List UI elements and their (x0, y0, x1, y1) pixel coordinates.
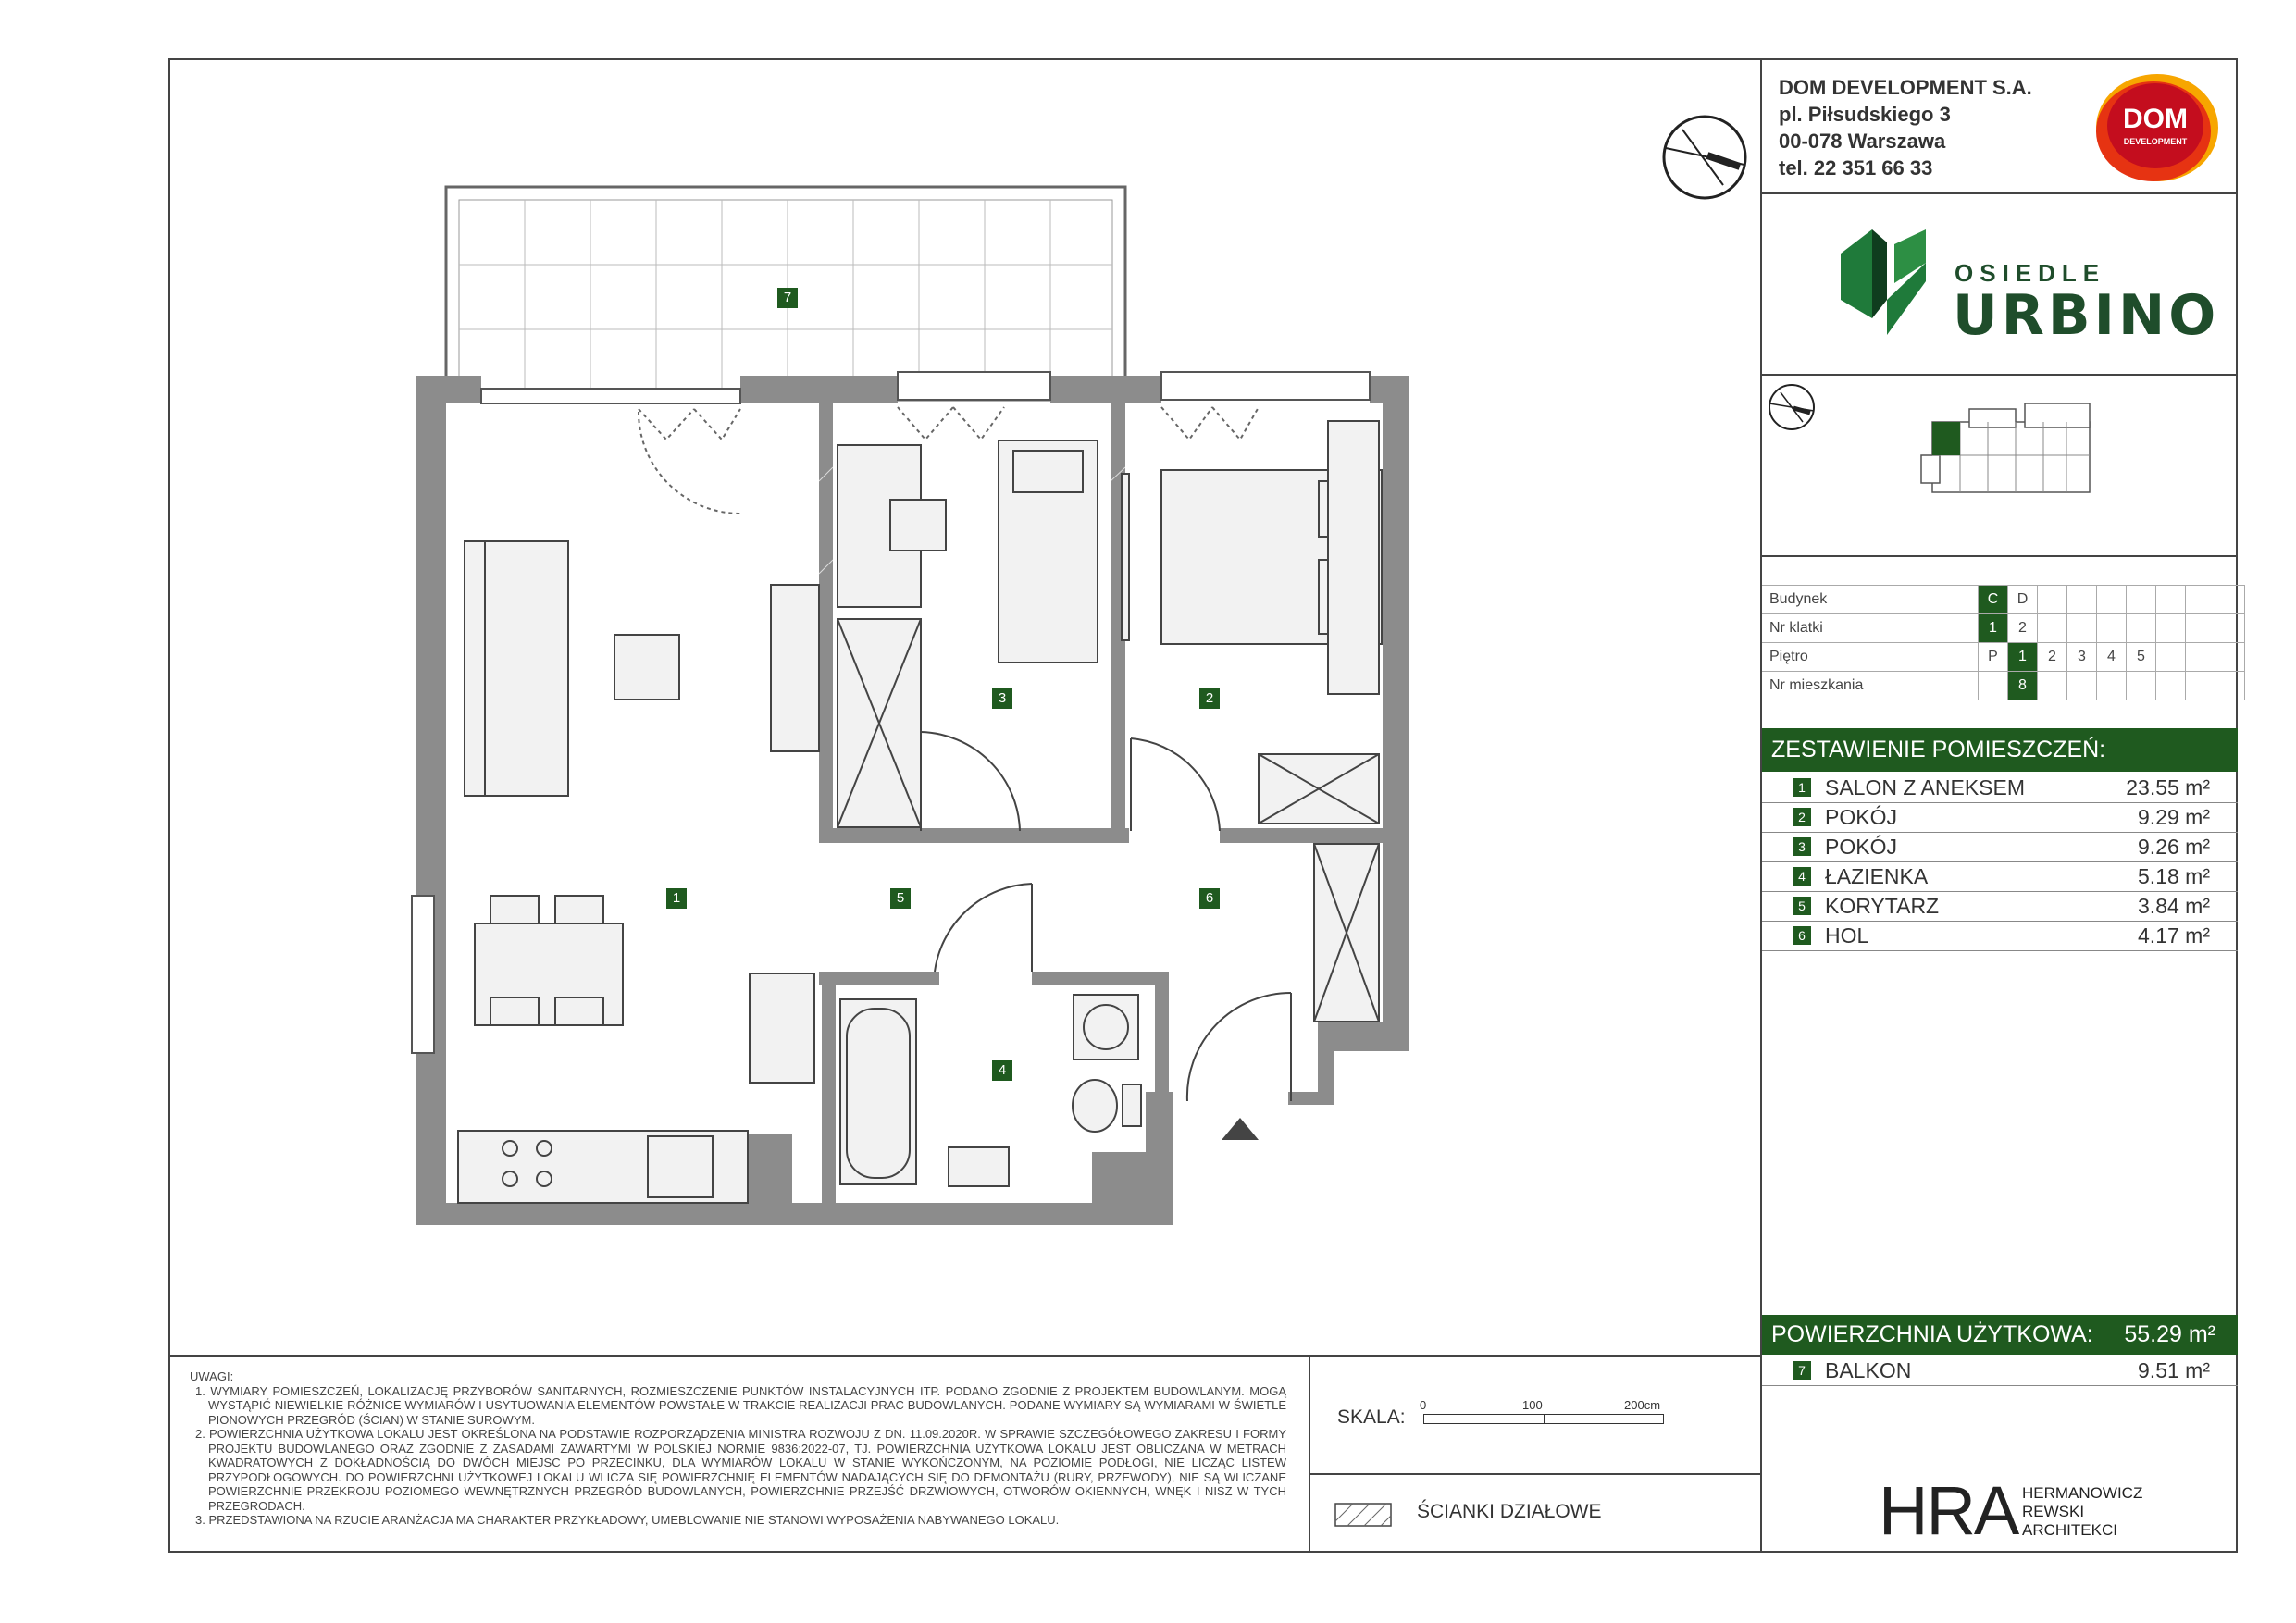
living-furniture (458, 541, 819, 1203)
room-tag-salon: 1 (666, 888, 687, 909)
project-line1: OSIEDLE (1955, 259, 2106, 287)
info-row (1762, 643, 2245, 672)
note-item: 2. POWIERZCHNIA UŻYTKOWA LOKALU JEST OKREŚLONA NA PODSTAWIE ROZPORZĄDZENIA MINISTRA ROZWOJU Z DN. 11.09.2020R. W SPRAWIE SZCZEGÓŁOWEGO ZAKRESU I FORMY PROJEKTU BUDOWLANEGO ORAZ ZGODNIE Z ZASADAMI ZAWARTYMI W POLSKIEJ NORMIE 9836:2022-07, TJ. POWIERZCHNIA UŻYTKOWA LOKALU JEST OBLICZANA W METRACH KWADRATOWYCH Z DOKŁADNOŚCIĄ DO DWÓCH MIEJSC PO PRZECINKU, DLA WYMIARÓW LOKALU W STANIE WYKOŃCZONYM, NA POZIOMIE PODŁOGI, NIE LICZĄC LISTEW PRZYPODŁOGOWYCH. DO POWIERZCHNI UŻYTKOWEJ LOKALU WLICZA SIĘ POWIERZCHNIĘ ELEMENTÓW NADAJĄCYCH SIĘ DO DEMONTAŻU (RURY, PRZEWODY), NIE SĄ WLICZANE POWIERZCHNIE PRZEKROJU POZIOMEGO WEWNĘTRZNYCH PRZEGRÓD BUDOWLANYCH, POWIERZCHNIE PRZEJŚĆ DRZWIOWYCH, OTWORÓW OKIENNYCH, WNĘK I NISZ W TYCH PRZEGRODACH. (195, 1427, 1286, 1513)
info-cell (2038, 614, 2067, 643)
scale-label: SKALA: (1337, 1406, 1406, 1428)
company-address (1779, 74, 2032, 181)
room-tag-korytarz: 5 (890, 888, 911, 909)
company-phone: tel. 22 351 66 33 (1779, 156, 1933, 180)
room-num: 1 (1793, 778, 1811, 797)
info-cell (2127, 614, 2156, 643)
room-name: KORYTARZ (1825, 894, 1940, 918)
room-tag-pokoj-2: 2 (1199, 688, 1220, 709)
room-row (1762, 862, 2238, 892)
scale-tick: 200cm (1624, 1398, 1661, 1412)
balkon-name: BALKON (1825, 1358, 1912, 1382)
info-row (1762, 586, 2245, 614)
info-cell (2156, 586, 2186, 614)
architect-line2: REWSKI (2022, 1503, 2085, 1520)
info-row-label: Nr mieszkania (1762, 672, 1979, 700)
legend-label: ŚCIANKI DZIAŁOWE (1417, 1501, 1602, 1522)
info-cell (1979, 672, 2008, 700)
info-cell: C (1979, 586, 2008, 614)
info-cell (2038, 586, 2067, 614)
powierzchnia-bar (1762, 1315, 2238, 1355)
dom-logo-icon (2089, 70, 2222, 189)
room-area: 3.84 m² (2138, 894, 2210, 918)
info-cell: 2 (2008, 614, 2038, 643)
info-cell: 4 (2097, 643, 2127, 672)
info-cell (2156, 614, 2186, 643)
divider (1309, 1473, 1761, 1475)
balkon-row (1762, 1357, 2238, 1386)
info-row (1762, 672, 2245, 700)
room-area: 4.17 m² (2138, 923, 2210, 948)
divider (1762, 192, 2238, 194)
info-row-label: Piętro (1762, 643, 1979, 672)
zestawienie-title: ZESTAWIENIE POMIESZCZEŃ: (1762, 728, 2238, 772)
info-cell: 2 (2038, 643, 2067, 672)
info-cell (2067, 614, 2097, 643)
info-cell (2186, 614, 2215, 643)
info-cell: D (2008, 586, 2038, 614)
hall-furniture (1314, 844, 1379, 1022)
room-num: 5 (1793, 897, 1811, 915)
room-area: 9.29 m² (2138, 805, 2210, 829)
room2-furniture (1122, 421, 1382, 824)
info-cell (2097, 672, 2127, 700)
partition-legend-icon (1334, 1503, 1392, 1527)
balkon-area: 9.51 m² (2138, 1358, 2210, 1382)
room-row (1762, 774, 2238, 803)
room-tags (666, 288, 1220, 1081)
powierzchnia-label: POWIERZCHNIA UŻYTKOWA: (1771, 1321, 2093, 1347)
info-row-label: Nr klatki (1762, 614, 1979, 643)
room-name: SALON Z ANEKSEM (1825, 775, 2026, 799)
info-cell (2215, 586, 2245, 614)
company-street: pl. Piłsudskiego 3 (1779, 103, 1951, 126)
divider (1309, 1355, 1310, 1553)
info-row (1762, 614, 2245, 643)
svg-text:DOM: DOM (2123, 104, 2188, 134)
scale-tick: 0 (1420, 1398, 1427, 1412)
room-area: 9.26 m² (2138, 835, 2210, 859)
info-cell (2067, 672, 2097, 700)
building-keyplan (1914, 400, 2099, 511)
info-cell (2097, 614, 2127, 643)
architect-line3: ARCHITEKCI (2022, 1521, 2117, 1539)
info-cell: 1 (2008, 643, 2038, 672)
project-line2: URBINO (1953, 283, 2220, 348)
room-row (1762, 892, 2238, 922)
info-cell (2038, 672, 2067, 700)
room3-furniture (838, 440, 1098, 827)
floor-plan (170, 60, 1758, 1353)
info-cell (2186, 586, 2215, 614)
company-name: DOM DEVELOPMENT S.A. (1779, 76, 2032, 99)
svg-text:DEVELOPMENT: DEVELOPMENT (2123, 137, 2188, 146)
info-cell (2215, 643, 2245, 672)
room-num: 6 (1793, 926, 1811, 945)
info-cell: 1 (1979, 614, 2008, 643)
info-cell (2156, 643, 2186, 672)
architect-logo: HRA (1879, 1472, 2018, 1549)
scale-tick: 100 (1522, 1398, 1543, 1412)
room-tag-lazienka: 4 (992, 1060, 1012, 1081)
info-cell (2067, 586, 2097, 614)
scale-bar (1423, 1414, 1664, 1424)
room-name: POKÓJ (1825, 835, 1897, 859)
info-cell: 5 (2127, 643, 2156, 672)
room-row (1762, 833, 2238, 862)
mini-compass-icon (1766, 381, 1818, 433)
divider (1762, 555, 2238, 557)
room-area: 5.18 m² (2138, 864, 2210, 888)
note-item: 1. WYMIARY POMIESZCZEŃ, LOKALIZACJĘ PRZYBORÓW SANITARNYCH, ROZMIESZCZENIE PUNKTÓW INSTALACYJNYCH ITP. PODANO ZGODNIE Z PROJEKTEM BUDOWLANYM. MOGĄ WYSTĄPIĆ NIEWIELKIE RÓŻNICE WYMIARÓW I USYTUOWANIA ELEMENTÓW POWSTAŁE W TRAKCIE REALIZACJI PRAC BUDOWLANYCH. PODANE WYMIARY SĄ WYMIARAMI W ŚWIETLE PIONOWYCH PRZEGRÓD (ŚCIAN) W STANIE SUROWYM. (195, 1383, 1286, 1427)
urbino-logo-icon (1837, 226, 1930, 346)
info-cell (2156, 672, 2186, 700)
note-item: 3. PRZEDSTAWIONA NA RZUCIE ARANŻACJA MA CHARAKTER PRZYKŁADOWY, UMEBLOWANIE NIE STANOWI WYPOSAŻENIA NABYWANEGO LOKALU. (195, 1513, 1060, 1527)
room-num: 3 (1793, 837, 1811, 856)
info-cell (2186, 643, 2215, 672)
info-cell (2127, 586, 2156, 614)
info-cell: P (1979, 643, 2008, 672)
balkon-num: 7 (1793, 1361, 1811, 1380)
apartment-info-table (1762, 585, 2245, 700)
room-area: 23.55 m² (2126, 775, 2210, 799)
info-cell: 8 (2008, 672, 2038, 700)
info-cell (2186, 672, 2215, 700)
info-cell: 3 (2067, 643, 2097, 672)
info-cell (2215, 614, 2245, 643)
room-tag-hol: 6 (1199, 888, 1220, 909)
architect-name (2022, 1484, 2142, 1540)
divider (1762, 374, 2238, 376)
room-row (1762, 803, 2238, 833)
divider (168, 1355, 1761, 1357)
room-tag-pokoj-3: 3 (992, 688, 1012, 709)
info-row-label: Budynek (1762, 586, 1979, 614)
info-cell (2215, 672, 2245, 700)
room-row (1762, 922, 2238, 951)
powierzchnia-value: 55.29 m² (2124, 1321, 2215, 1347)
company-city: 00-078 Warszawa (1779, 130, 1946, 153)
room-num: 4 (1793, 867, 1811, 886)
compass-icon (1664, 117, 1745, 198)
entrance-arrow-icon (1222, 1118, 1259, 1140)
room-name: HOL (1825, 923, 1869, 948)
info-cell (2127, 672, 2156, 700)
notes-heading: UWAGI: (190, 1369, 234, 1383)
room-name: ŁAZIENKA (1825, 864, 1929, 888)
room-tag-balcony: 7 (777, 288, 798, 308)
room-name: POKÓJ (1825, 805, 1897, 829)
architect-line1: HERMANOWICZ (2022, 1484, 2143, 1502)
room-num: 2 (1793, 808, 1811, 826)
notes (190, 1369, 1286, 1528)
info-cell (2097, 586, 2127, 614)
